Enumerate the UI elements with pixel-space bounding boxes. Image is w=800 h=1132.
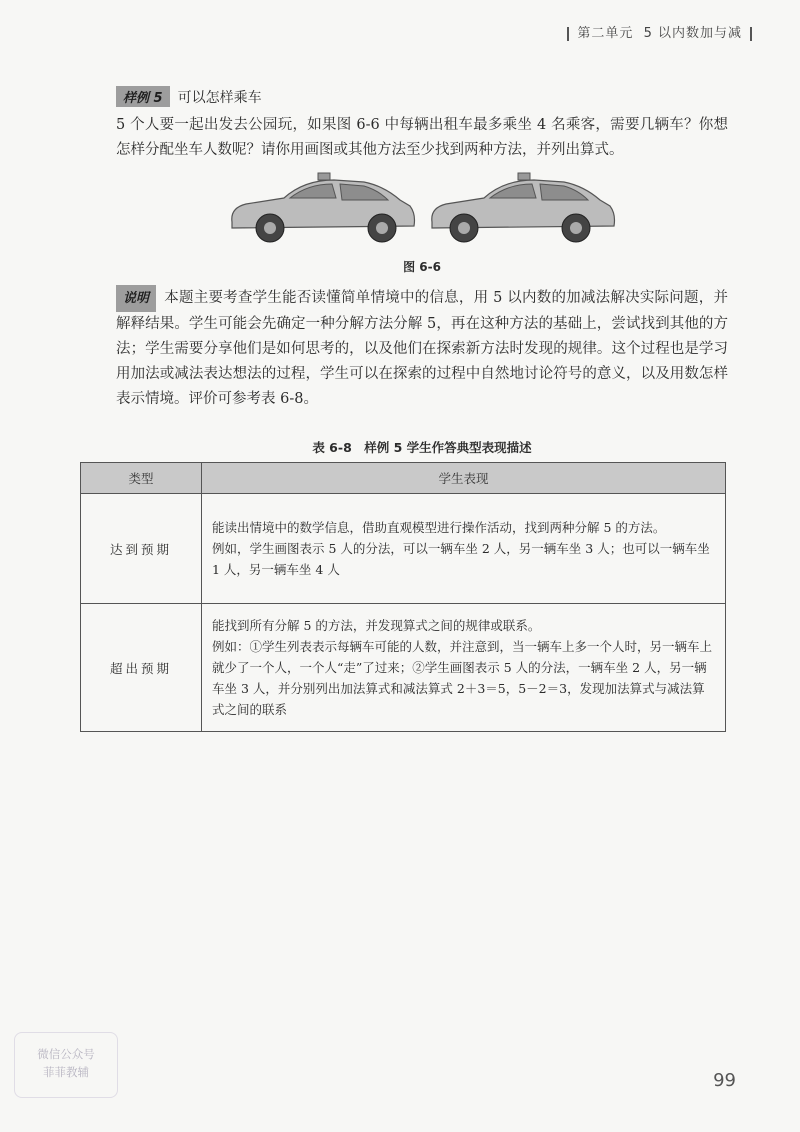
note-text: 本题主要考查学生能否读懂简单情境中的信息，用 5 以内数的加减法解决实际问题，并解释结果。学生可能会先确定一种分解方法分解 5，再在这种方法的基础上，尝试找到其他的方法；学生需要分享他们是如何思考的，以及他们在探索新方法时发现的规律。这个过程也是学习用加法或减法表达想法的过程，学生可以在探索的过程中自然地讨论符号的意义，以及用数怎样表示情境。评价可参考表 6-8。 <box>116 290 728 407</box>
example-tag: 样例 5 <box>116 86 170 107</box>
note-paragraph <box>116 285 728 412</box>
watermark-line: 菲菲教辅 <box>43 1065 89 1079</box>
description-line: 例如，学生画图表示 5 人的分法，可以一辆车坐 2 人，另一辆车坐 3 人；也可以一辆车坐 1 人，另一辆车坐 4 人 <box>212 541 710 577</box>
taxi-left <box>232 173 415 242</box>
figure-caption: 图 6-6 <box>403 260 441 274</box>
header-divider <box>750 27 752 41</box>
running-header <box>559 22 760 41</box>
row-description <box>202 604 726 732</box>
example-text: 5 个人要一起出发去公园玩，如果图 6-6 中每辆出租车最多乘坐 4 名乘客，需要几辆车？你想怎样分配坐车人数呢？请你用画图或其他方法至少找到两种方法，并列出算式。 <box>116 117 728 158</box>
page-number: 99 <box>713 1070 736 1091</box>
header-topic: 5 以内数加与减 <box>643 26 742 41</box>
watermark-line: 微信公众号 <box>37 1047 95 1061</box>
table-row <box>81 604 726 732</box>
description-line: 例如：①学生列表表示每辆车可能的人数，并注意到，当一辆车上多一个人时，另一辆车上就少了一个人，一个人“走”了过来；②学生画图表示 5 人的分法，一辆车坐 2 人，另一辆车坐 3 人，并分别列出加法算式和减法算式 2＋3＝5，5－2＝3，发现加法算式与减法算式之间的联系 <box>212 639 713 717</box>
row-type: 超出预期 <box>81 604 202 732</box>
row-type: 达到预期 <box>81 494 202 604</box>
table-title: 表 6-8 样例 5 学生作答典型表现描述 <box>312 440 532 455</box>
row-description <box>202 494 726 604</box>
header-chapter: 第二单元 <box>577 26 634 41</box>
note-tag: 说明 <box>116 285 156 312</box>
column-header-type: 类型 <box>81 463 202 494</box>
example-title: 可以怎样乘车 <box>177 90 262 106</box>
evaluation-table <box>80 462 726 732</box>
description-line: 能找到所有分解 5 的方法，并发现算式之间的规律或联系。 <box>212 618 541 633</box>
watermark <box>14 1032 118 1098</box>
taxi-illustration <box>224 170 620 248</box>
table-row <box>81 494 726 604</box>
description-line: 能读出情境中的数学信息，借助直观模型进行操作活动，找到两种分解 5 的方法。 <box>212 520 666 535</box>
header-divider <box>567 27 569 41</box>
taxi-right <box>432 173 615 242</box>
column-header-performance: 学生表现 <box>202 463 726 494</box>
example-heading <box>116 86 262 107</box>
table-header-row <box>81 463 726 494</box>
